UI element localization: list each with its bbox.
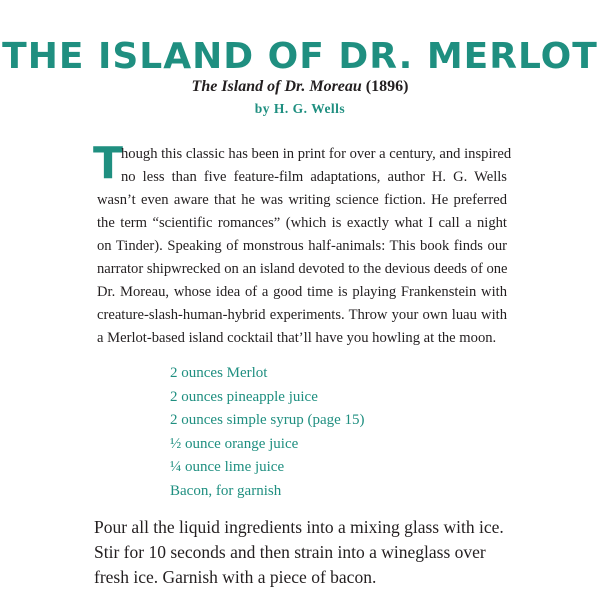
ingredient-item: 2 ounces simple syrup (page 15) — [170, 412, 365, 428]
intro-line: creature-slash-human-hybrid experiments. Throw your own luau with — [97, 307, 507, 323]
ingredient-list — [170, 362, 365, 503]
instructions-paragraph — [94, 515, 514, 590]
instructions-line: Pour all the liquid ingredients into a mixing glass with ice. — [94, 517, 504, 537]
book-title-line — [0, 78, 600, 96]
ingredient-item: Bacon, for garnish — [170, 482, 282, 499]
instructions-line: Stir for 10 seconds and then strain into a wineglass over — [94, 542, 486, 562]
intro-line: narrator shipwrecked on an island devoted to the devious deeds of one — [97, 261, 508, 277]
intro-line: hough this classic has been in print for over a century, and inspired — [121, 146, 512, 162]
book-year: (1896) — [365, 78, 409, 95]
book-title: The Island of Dr. Moreau — [191, 78, 362, 95]
author-byline: by H. G. Wells — [254, 101, 346, 116]
intro-line: Dr. Moreau, whose idea of a good time is playing Frankenstein with — [97, 284, 507, 300]
intro-line: the term “scientific romances” (which is exactly what I call a night — [97, 215, 507, 231]
intro-line: a Merlot-based island cocktail that’ll have you howling at the moon. — [97, 330, 497, 346]
ingredient-item: ¼ ounce lime juice — [170, 459, 285, 475]
page-title: THE ISLAND OF DR. MERLOT — [2, 36, 598, 78]
intro-line: no less than five feature-film adaptations, author H. G. Wells — [121, 169, 507, 185]
intro-paragraph — [97, 143, 512, 350]
intro-line: on Tinder). Speaking of monstrous half-animals: This book finds our — [97, 238, 507, 254]
instructions-line: fresh ice. Garnish with a piece of bacon. — [94, 567, 377, 587]
ingredient-item: 2 ounces pineapple juice — [170, 388, 318, 405]
ingredient-item: 2 ounces Merlot — [170, 365, 268, 381]
drop-cap: T — [93, 138, 124, 189]
ingredient-item: ½ ounce orange juice — [170, 435, 299, 452]
intro-line: wasn’t even aware that he was writing science fiction. He preferred — [97, 192, 507, 208]
